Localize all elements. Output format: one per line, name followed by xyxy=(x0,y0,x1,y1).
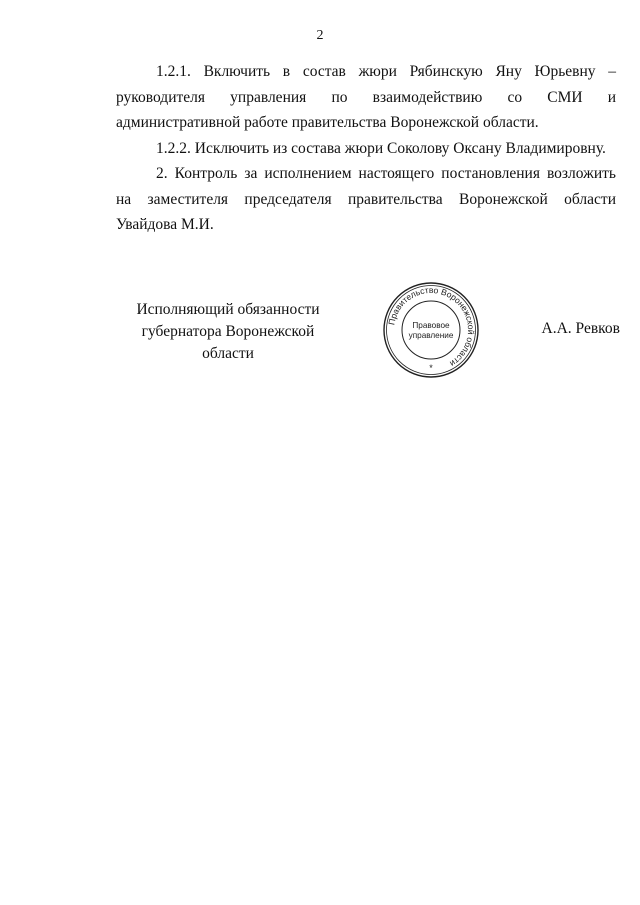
stamp-inner-ring xyxy=(402,301,460,359)
stamp-center-line-2: управление xyxy=(408,331,454,340)
page-number: 2 xyxy=(316,28,324,43)
document-body xyxy=(116,59,616,238)
stamp-star: * xyxy=(429,363,433,373)
paragraph-1-2-2: 1.2.2. Исключить из состава жюри Соколову Оксану Владимировну. xyxy=(156,139,606,157)
stamp-ring-text: Правительство Воронежской области xyxy=(386,284,477,369)
official-stamp xyxy=(381,280,481,380)
signatory-name: А.А. Ревков xyxy=(541,320,620,337)
paragraph-2: 2. Контроль за исполнением настоящего постановления возложить на заместителя председателя правительства Воронежской области Увайдова М.И. xyxy=(116,165,616,233)
signatory-position-line-2: губернатора Воронежской области xyxy=(141,323,315,362)
paragraph-1-2-1: 1.2.1. Включить в состав жюри Рябинскую Яну Юрьевну – руководителя управления по взаимодействию со СМИ и административной работе правительства Воронежской области. xyxy=(116,63,616,131)
signatory-position-line-1: Исполняющий обязанности xyxy=(136,301,320,318)
stamp-center-line-1: Правовое xyxy=(412,321,450,330)
signatory-position xyxy=(120,299,336,365)
